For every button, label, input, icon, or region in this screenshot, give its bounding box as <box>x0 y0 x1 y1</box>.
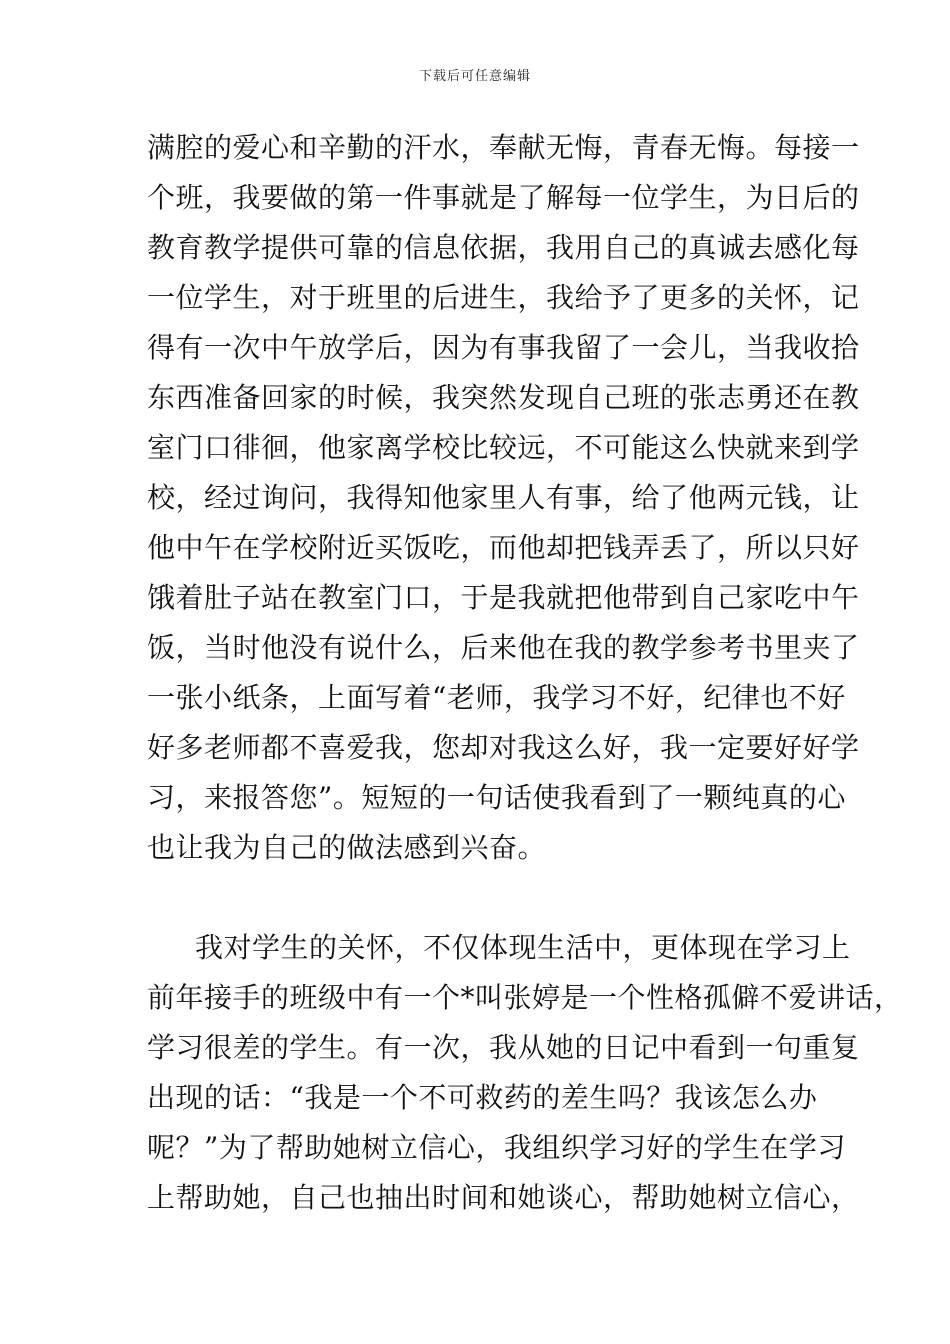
paragraph-line: 出现的话：“我是一个不可救药的差生吗？我该怎么办 <box>147 1081 818 1114</box>
paragraph-line: 校，经过询问，我得知他家里人有事，给了他两元钱，让 <box>147 481 860 514</box>
paragraph-line: 饿着肚子站在教室门口，于是我就把他带到自己家吃中午 <box>147 581 860 614</box>
paragraph-line: 好多老师都不喜爱我，您却对我这么好，我一定要好好学 <box>147 731 860 764</box>
paragraph-line: 教育教学提供可靠的信息依据，我用自己的真诚去感化每 <box>147 231 860 264</box>
paragraph-line: 得有一次中午放学后，因为有事我留了一会儿，当我收拾 <box>147 331 860 364</box>
paragraph-line: 也让我为自己的做法感到兴奋。 <box>147 831 547 864</box>
paragraph-line: 一张小纸条，上面写着“老师，我学习不好，纪律也不好 <box>147 681 846 714</box>
paragraph-line: 习，来报答您”。短短的一句话使我看到了一颗纯真的心 <box>147 781 846 814</box>
paragraph-line: 学习很差的学生。有一次，我从她的日记中看到一句重复 <box>147 1031 860 1064</box>
paragraph-line: 满腔的爱心和辛勤的汗水，奉献无悔，青春无悔。每接一 <box>147 131 860 164</box>
paragraph-line: 呢？”为了帮助她树立信心，我组织学习好的学生在学习 <box>147 1131 846 1164</box>
paragraph-line: 前年接手的班级中有一个*叫张婷是一个性格孤僻不爱讲话， <box>147 981 903 1014</box>
paragraph-line: 个班，我要做的第一件事就是了解每一位学生，为日后的 <box>147 181 860 214</box>
paragraph-line: 他中午在学校附近买饭吃，而他却把钱弄丢了，所以只好 <box>147 531 860 564</box>
paragraph-line: 饭，当时他没有说什么，后来他在我的教学参考书里夹了 <box>147 631 860 664</box>
paragraph-line: 上帮助她，自己也抽出时间和她谈心，帮助她树立信心， <box>147 1181 860 1214</box>
paragraph-line: 一位学生，对于班里的后进生，我给予了更多的关怀，记 <box>147 281 860 314</box>
paragraph-line: 我对学生的关怀，不仅体现生活中，更体现在学习上 <box>195 931 851 964</box>
header-note: 下载后可任意编辑 <box>418 69 531 84</box>
paragraph-line: 室门口徘徊，他家离学校比较远，不可能这么快就来到学 <box>147 431 860 464</box>
paragraph-line: 东西准备回家的时候，我突然发现自己班的张志勇还在教 <box>147 381 860 414</box>
